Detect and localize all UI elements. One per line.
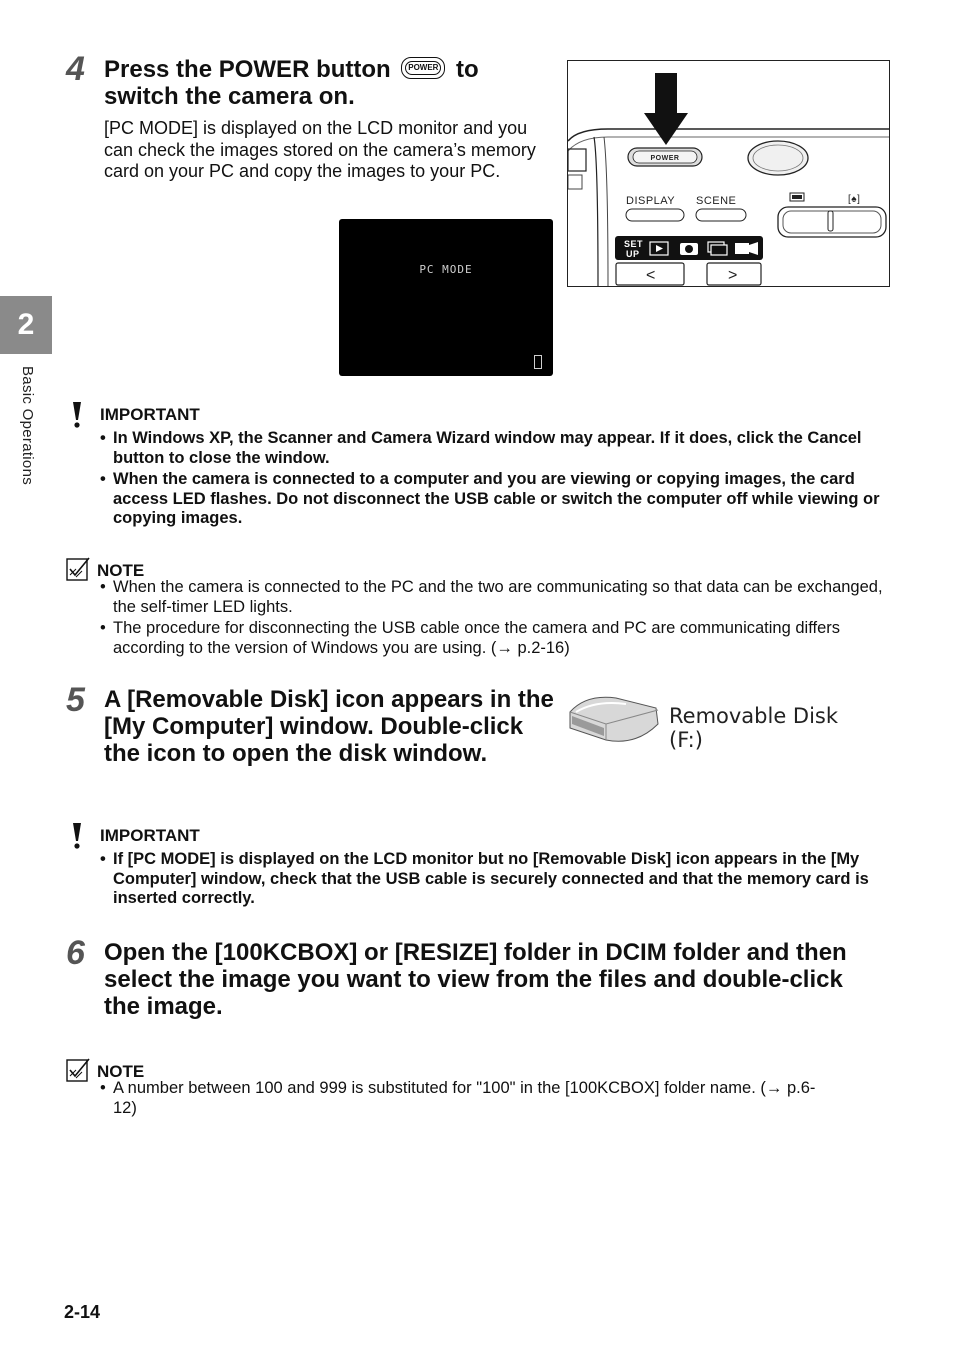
camera-up-label: UP [626,249,640,259]
important-heading: IMPORTANT [100,405,200,424]
step-4-title [104,56,554,110]
step-6-title: Open the [100KCBOX] or [RESIZE] folder in DCIM folder and then select the image you want to view from the files and double-click the image. [104,939,847,1020]
note-icon [66,1057,92,1083]
step-4-body: [PC MODE] is displayed on the LCD monitor and you can check the images stored on the camera’s memory card on your PC and copy the images to your PC. [104,118,536,181]
camera-set-label: SET [624,239,644,249]
list-item: • A number between 100 and 999 is substituted for "100" in the [100KCBOX] folder name. (→ p.6-12) [100,1079,830,1118]
step-4-title-part2: to [456,56,479,83]
page-number: 2-14 [64,1302,101,1322]
power-button-icon: POWER [401,57,445,79]
important-list [100,850,895,911]
camera-scene-label: SCENE [696,195,737,207]
important-icon [72,402,82,428]
step-4-number: 4 [66,50,85,88]
camera-right-arrow: > [728,267,738,284]
important-icon [72,823,82,849]
step-4-title-part1: Press the POWER button [104,56,391,83]
chapter-label: Basic Operations [19,366,36,486]
list-item: • When the camera is connected to the PC and the two are communicating so that data can be exchanged, the self-timer LED lights. [100,578,895,617]
list-item: • When the camera is connected to a computer and you are viewing or copying images, the card access LED flashes. Do not disconnect the USB cable or switch the computer off while viewing or copying images. [100,470,895,529]
step-6-number: 6 [66,934,85,972]
note-list [100,578,895,660]
step-5-number: 5 [66,681,85,719]
camera-power-label: POWER [650,155,680,162]
important-list [100,429,895,531]
lcd-text: PC MODE [419,263,473,276]
list-item: • In Windows XP, the Scanner and Camera Wizard window may appear. If it does, click the Cancel button to close the window. [100,429,895,468]
camera-illustration [567,60,890,287]
step-4-title-line2: switch the camera on. [104,83,355,110]
note-heading: NOTE [97,1062,145,1081]
battery-icon [534,355,542,369]
removable-disk-label: Removable Disk (F:) [669,704,839,752]
note-heading: NOTE [97,561,145,580]
important-heading: IMPORTANT [100,826,200,845]
list-item: • The procedure for disconnecting the USB cable once the camera and PC are communicating differs according to the version of Windows you are using. (→ p.2-16) [100,619,895,658]
camera-display-label: DISPLAY [626,195,676,207]
camera-left-arrow: < [646,267,656,284]
removable-disk-icon[interactable] [566,690,866,750]
disk-drive-icon [566,690,666,750]
chapter-tab: 2 [0,296,52,354]
note-list [100,1079,830,1120]
note-icon [66,556,92,582]
lcd-monitor-image [339,219,553,376]
svg-text:[♠]: [♠] [848,194,861,205]
list-item: • If [PC MODE] is displayed on the LCD monitor but no [Removable Disk] icon appears in the [My Computer] window, check that the USB cable is securely connected and that the memory card is inserted correctly. [100,850,895,909]
step-5-title: A [Removable Disk] icon appears in the [My Computer] window. Double-click the icon to open the disk window. [104,686,554,767]
